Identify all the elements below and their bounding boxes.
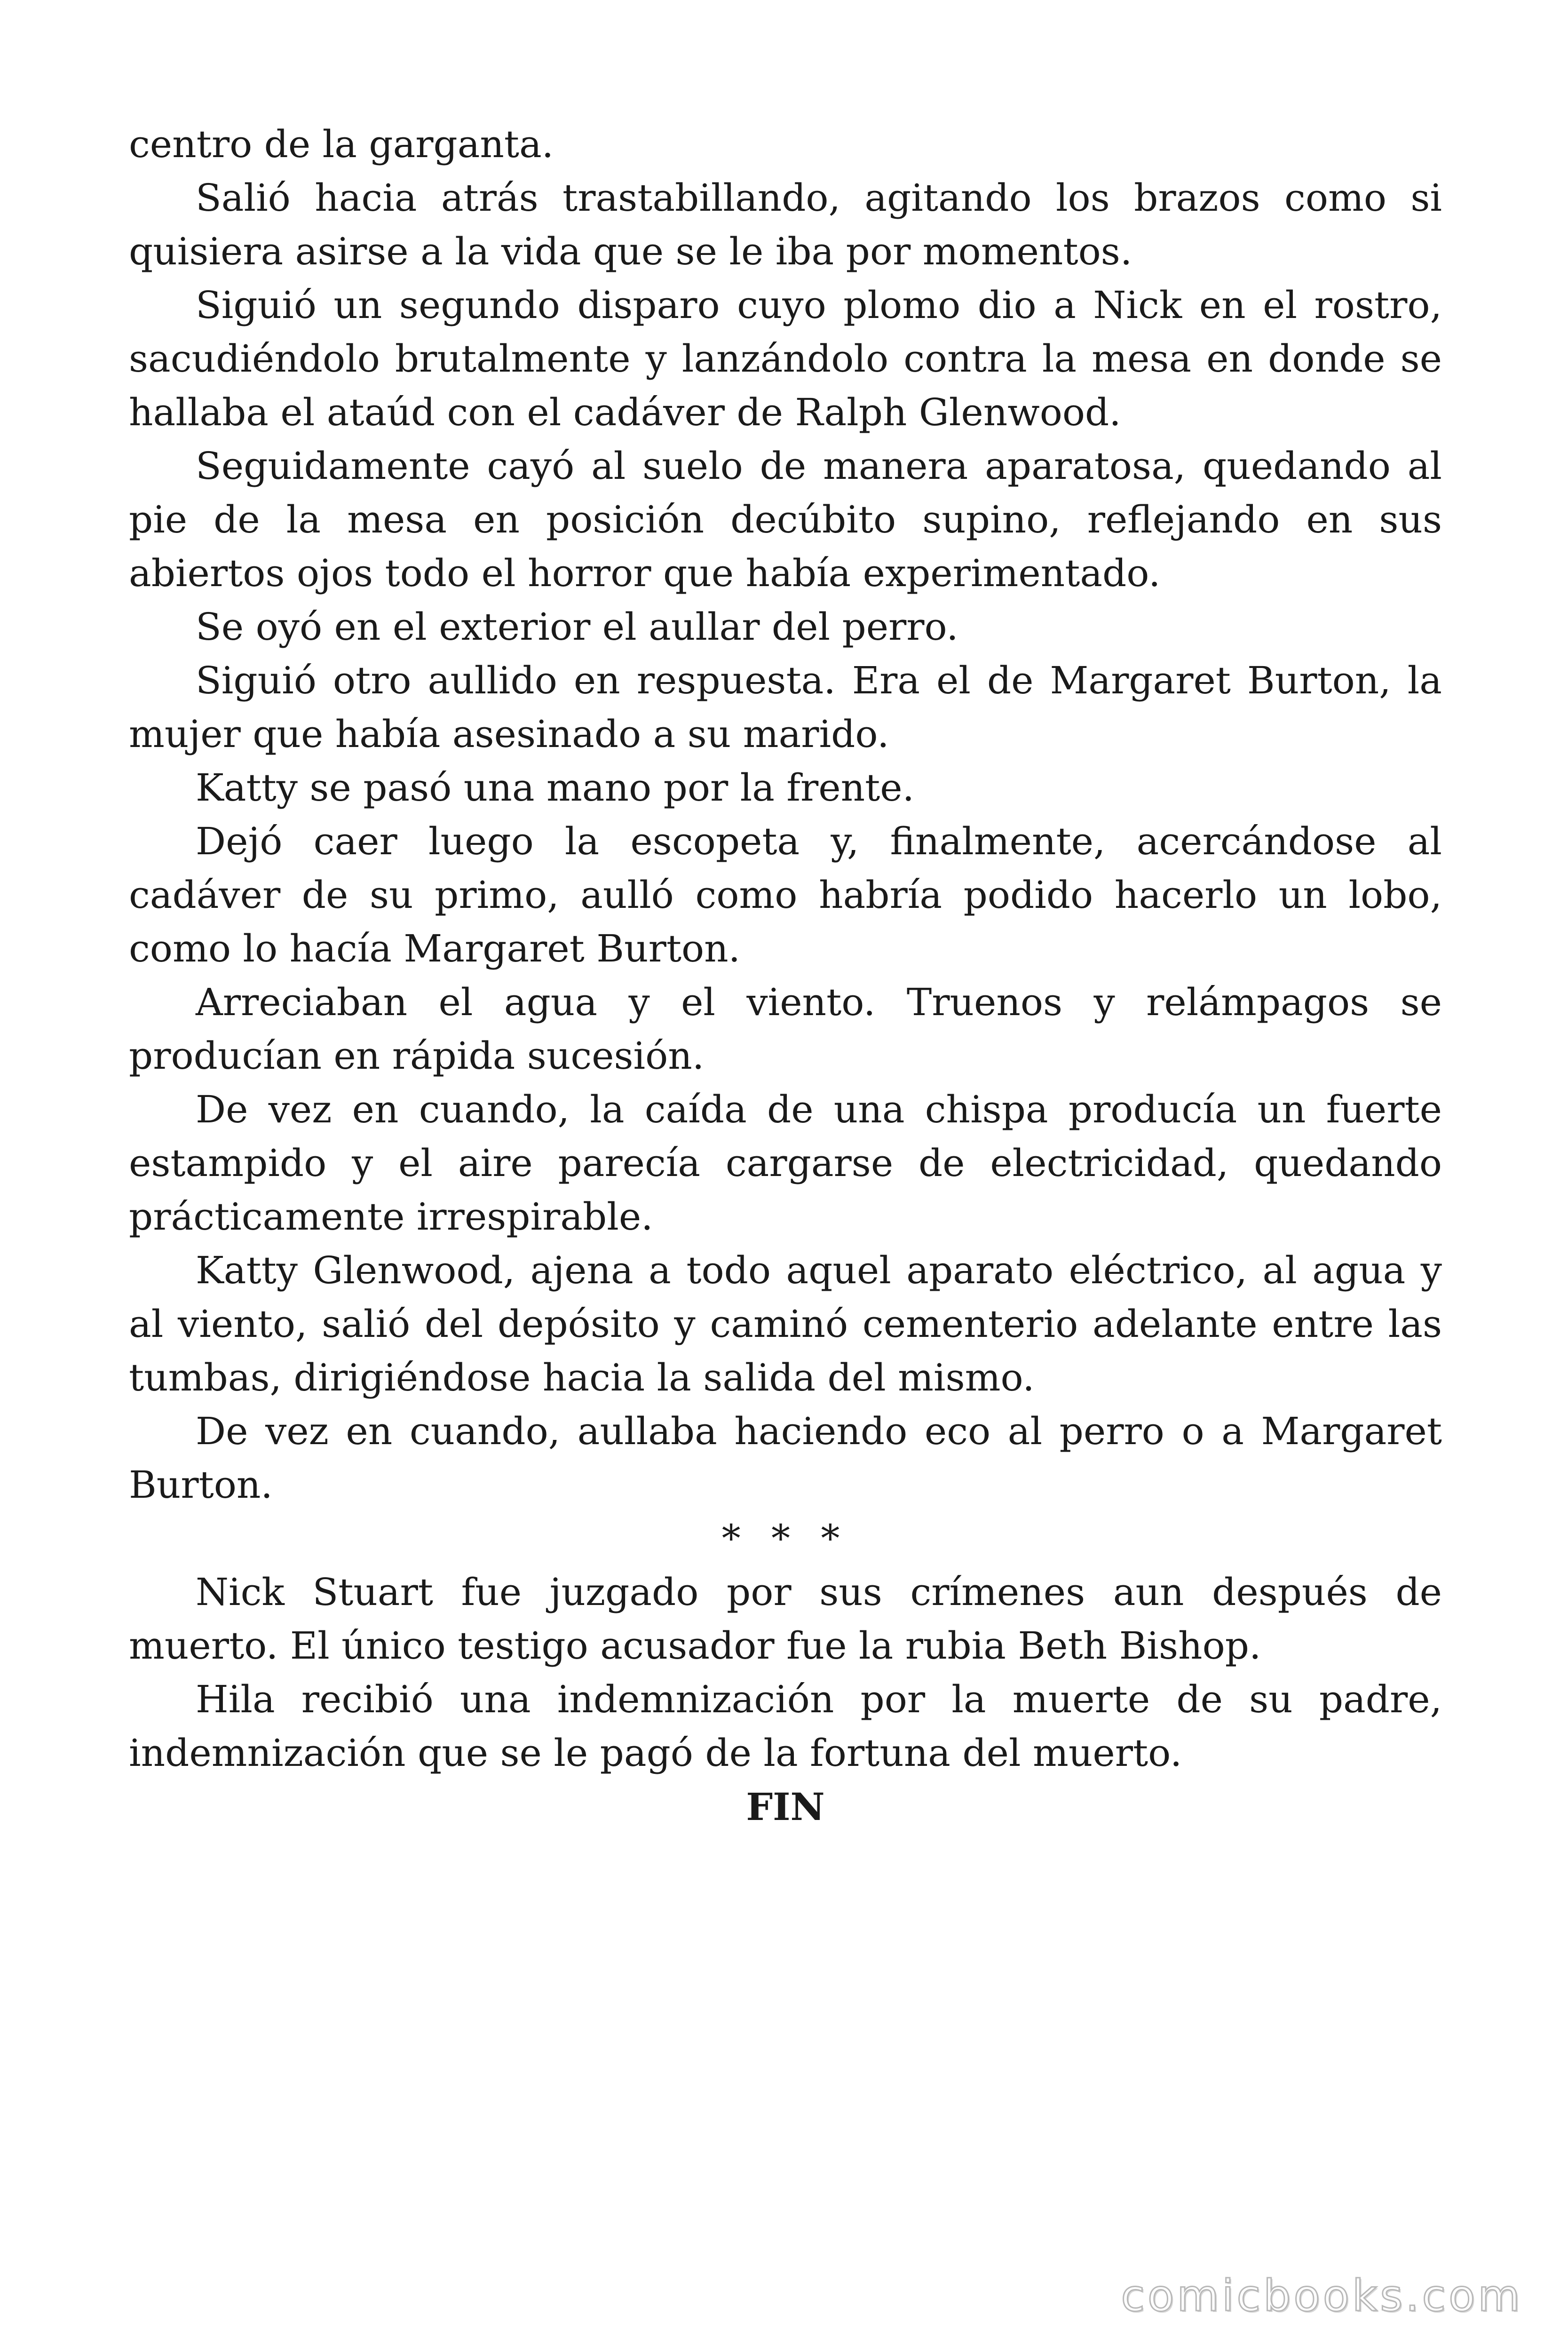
paragraph: Salió hacia atrás trastabillando, agitando los brazos como si quisiera asirse a la vida que se le iba por momentos. [129, 176, 1442, 273]
section-separator: * * * [721, 1517, 849, 1560]
paragraph: Nick Stuart fue juzgado por sus crímenes aun después de muerto. El único testigo acusador fue la rubia Beth Bishop. [129, 1570, 1442, 1668]
paragraph: Arreciaban el agua y el viento. Truenos y relámpagos se producían en rápida sucesión. [129, 980, 1442, 1078]
paragraph: Dejó caer luego la escopeta y, finalmente, acercándose al cadáver de su primo, aulló como habría podido hacerlo un lobo, como lo hacía Margaret Burton. [129, 819, 1442, 970]
paragraph: De vez en cuando, la caída de una chispa producía un fuerte estampido y el aire parecía cargarse de electricidad, quedando prácticamente irrespirable. [129, 1088, 1442, 1239]
paragraph: centro de la garganta. [129, 122, 554, 166]
watermark: comicbooks.com [1121, 2271, 1523, 2321]
paragraph: Se oyó en el exterior el aullar del perro. [196, 605, 958, 649]
paragraph: Katty se pasó una mano por la frente. [196, 766, 915, 810]
paragraph: Hila recibió una indemnización por la muerte de su padre, indemnización que se le pagó de la fortuna del muerto. [129, 1677, 1442, 1775]
paragraph: Katty Glenwood, ajena a todo aquel aparato eléctrico, al agua y al viento, salió del depósito y caminó cementerio adelante entre las tumbas, dirigiéndose hacia la salida del mismo. [129, 1248, 1442, 1399]
end-marker: FIN [746, 1785, 825, 1829]
paragraph: De vez en cuando, aullaba haciendo eco al perro o a Margaret Burton. [129, 1409, 1442, 1507]
paragraph: Siguió otro aullido en respuesta. Era el de Margaret Burton, la mujer que había asesinado a su marido. [129, 659, 1442, 756]
paragraph: Siguió un segundo disparo cuyo plomo dio a Nick en el rostro, sacudiéndolo brutalmente y lanzándolo contra la mesa en donde se hallaba el ataúd con el cadáver de Ralph Glenwood. [129, 283, 1442, 434]
book-page-text [129, 118, 1442, 1834]
paragraph: Seguidamente cayó al suelo de manera aparatosa, quedando al pie de la mesa en posición decúbito supino, reflejando en sus abiertos ojos todo el horror que había experimentado. [129, 444, 1442, 595]
